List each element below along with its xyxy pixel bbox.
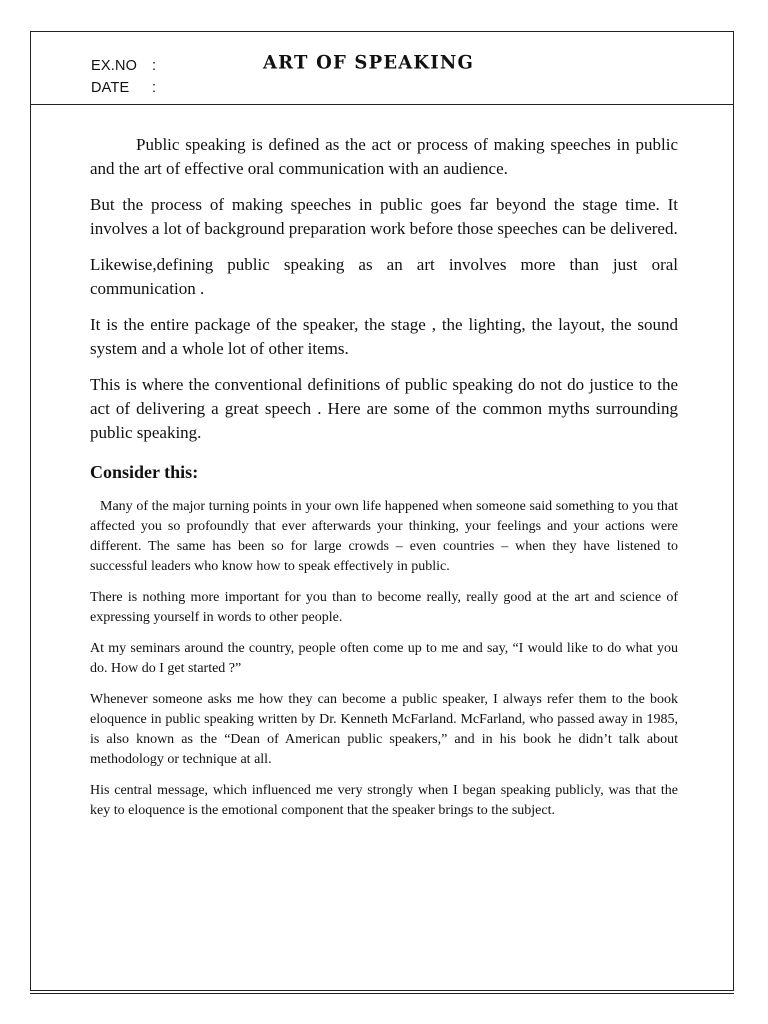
- date-field: [91, 80, 157, 96]
- section-heading: Consider this:: [90, 462, 199, 482]
- intro-paragraph-3: Likewise,defining public speaking as an art involves more than just oral communication .: [90, 255, 678, 298]
- body-paragraph-5: His central message, which influenced me very strongly when I began speaking publicly, was that the key to eloquence is the emotional component that the speaker brings to the subject.: [90, 783, 678, 818]
- body-paragraph-4: Whenever someone asks me how they can become a public speaker, I always refer them to the book eloquence in public speaking written by Dr. Kenneth McFarland. McFarland, who passed away in 1985, is also known as the “Dean of American public speakers,” and in his book he didn’t talk about methodology or technique at all.: [90, 692, 678, 767]
- intro-paragraph-1: Public speaking is defined as the act or process of making speeches in public and the art of effective oral communication with an audience.: [90, 135, 678, 178]
- date-colon: :: [152, 80, 157, 96]
- body-paragraph-2: There is nothing more important for you than to become really, really good at the art and science of expressing yourself in words to other people.: [90, 590, 678, 625]
- intro-paragraph-2: But the process of making speeches in public goes far beyond the stage time. It involves a lot of background preparation work before those speeches can be delivered.: [90, 195, 678, 238]
- exno-colon: :: [152, 58, 157, 74]
- document-header: [31, 32, 733, 105]
- body-paragraph-1: Many of the major turning points in your own life happened when someone said something to you that affected you so profoundly that ever afterwards your thinking, your feelings and your actions were different. The same has been so for large crowds – even countries – when they have listened to successful leaders who know how to speak effectively in public.: [90, 499, 678, 574]
- exno-label: EX.NO: [91, 58, 138, 74]
- intro-paragraph-4: It is the entire package of the speaker, the stage , the lighting, the layout, the sound system and a whole lot of other items.: [90, 315, 678, 358]
- document-body: [90, 133, 678, 832]
- date-label: DATE: [91, 80, 130, 96]
- intro-paragraph-5: This is where the conventional definitions of public speaking do not do justice to the act of delivering a great speech . Here are some of the common myths surrounding public speaking.: [90, 375, 678, 442]
- body-paragraph-3: At my seminars around the country, people often come up to me and say, “I would like to do what you do. How do I get started ?”: [90, 641, 678, 676]
- exercise-number-field: [91, 58, 157, 74]
- page-title: ART OF SPEAKING: [263, 51, 475, 74]
